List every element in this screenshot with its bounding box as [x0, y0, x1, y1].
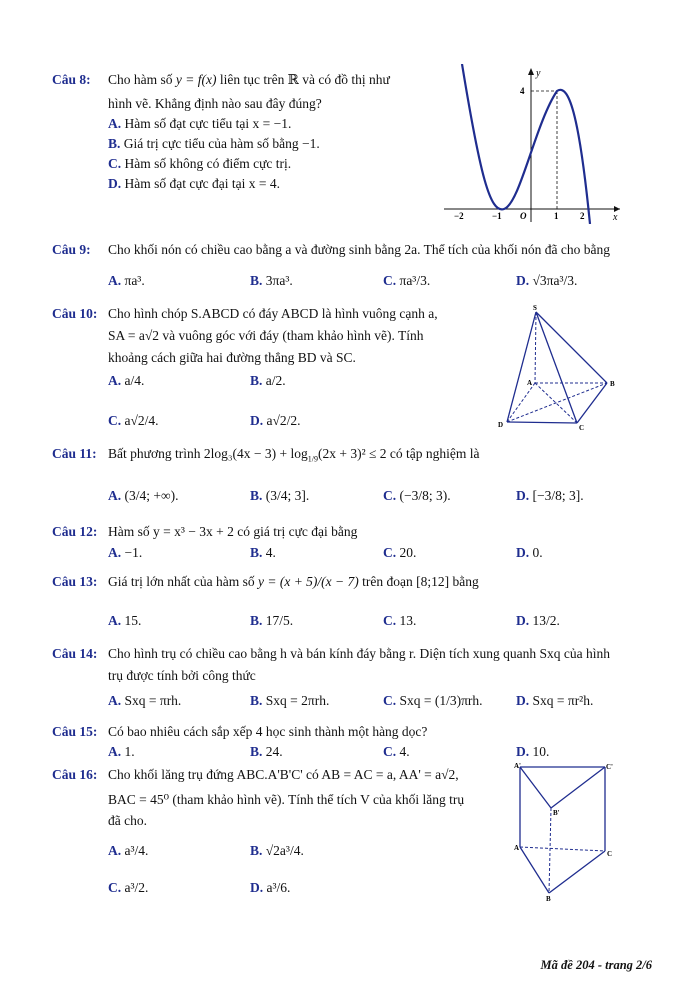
q16-stem-line1: Cho khối lăng trụ đứng ABC.A'B'C' có AB = AC = a, AA' = a√2,	[108, 767, 459, 782]
q8-function-graph	[440, 64, 625, 224]
q16-option-d: D. a³/6.	[250, 880, 291, 895]
tick-1: 1	[554, 211, 559, 221]
vertex-c: C	[579, 424, 585, 432]
vertex-a: A	[527, 379, 533, 387]
q10-option-d: D. a√2/2.	[250, 413, 301, 428]
q11-number: Câu 11:	[52, 446, 97, 461]
origin-label: O	[520, 211, 527, 221]
q12-option-d: D. 0.	[516, 545, 543, 560]
q13-option-d: D. 13/2.	[516, 613, 560, 628]
q14-stem-line1: Cho hình trụ có chiều cao bằng h và bán kính đáy bằng r. Diện tích xung quanh Sxq của hình	[108, 646, 611, 661]
q10-stem-line2: SA = a√2 và vuông góc với đáy (tham khảo hình vẽ). Tính	[108, 328, 424, 343]
tick-neg1: −1	[492, 211, 502, 221]
q11-option-c: C. (−3/8; 3).	[383, 488, 451, 503]
vertex-b: B	[546, 895, 551, 903]
q16-number: Câu 16:	[52, 767, 98, 782]
q15-stem: Có bao nhiêu cách sắp xếp 4 học sinh thành một hàng dọc?	[108, 724, 428, 739]
q9-option-a: A. πa³.	[108, 273, 145, 288]
q8-option-a: A. Hàm số đạt cực tiểu tại x = −1.	[108, 116, 292, 131]
q15-option-c: C. 4.	[383, 744, 410, 759]
q8-stem-line1: Cho hàm số y = f(x) liên tục trên ℝ và có đồ thị như	[108, 72, 390, 87]
q16-option-b: B. √2a³/4.	[250, 843, 304, 858]
q9-number: Câu 9:	[52, 242, 91, 257]
q12-option-c: C. 20.	[383, 545, 417, 560]
tick-neg2: −2	[454, 211, 464, 221]
q16-stem-line3: đã cho.	[108, 813, 147, 828]
vertex-s: S	[533, 304, 537, 312]
tick-2: 2	[580, 211, 585, 221]
q10-pyramid-figure	[495, 300, 625, 435]
q15-option-a: A. 1.	[108, 744, 135, 759]
q10-option-b: B. a/2.	[250, 373, 286, 388]
q12-number: Câu 12:	[52, 524, 98, 539]
page-footer: Mã đề 204 - trang 2/6	[540, 958, 652, 972]
q9-option-b: B. 3πa³.	[250, 273, 293, 288]
function-curve	[462, 64, 590, 224]
q16-stem-line2: BAC = 45⁰ (tham khảo hình vẽ). Tính thể tích V của khối lăng trụ	[108, 792, 465, 807]
q14-option-d: D. Sxq = πr²h.	[516, 693, 594, 708]
q14-number: Câu 14:	[52, 646, 98, 661]
vertex-b-prime: B'	[553, 809, 560, 817]
q8-option-c: C. Hàm số không có điểm cực trị.	[108, 156, 292, 171]
q13-option-b: B. 17/5.	[250, 613, 294, 628]
q10-option-a: A. a/4.	[108, 373, 145, 388]
vertex-a-prime: A'	[514, 762, 521, 770]
q9-option-d: D. √3πa³/3.	[516, 273, 578, 288]
q9-option-c: C. πa³/3.	[383, 273, 431, 288]
vertex-b: B	[610, 380, 615, 388]
vertex-c-prime: C'	[606, 763, 613, 771]
y-label: y	[536, 68, 541, 79]
q8-option-b: B. Giá trị cực tiểu của hàm số bằng −1.	[108, 136, 320, 151]
q14-option-a: A. Sxq = πrh.	[108, 693, 182, 708]
q15-option-d: D. 10.	[516, 744, 550, 759]
q16-prism-figure	[505, 760, 630, 905]
q16-option-c: C. a³/2.	[108, 880, 149, 895]
q11-option-b: B. (3/4; 3].	[250, 488, 310, 503]
vertex-c: C	[607, 850, 613, 858]
q14-option-c: C. Sxq = (1/3)πrh.	[383, 693, 483, 708]
q10-stem-line3: khoảng cách giữa hai đường thẳng BD và SC.	[108, 350, 356, 365]
q10-option-c: C. a√2/4.	[108, 413, 159, 428]
q14-stem-line2: trụ được tính bởi công thức	[108, 668, 256, 683]
q11-option-a: A. (3/4; +∞).	[108, 488, 179, 503]
q9-stem: Cho khối nón có chiều cao bằng a và đường sinh bằng 2a. Thể tích của khối nón đã cho bằng	[108, 242, 610, 257]
vertex-d: D	[498, 421, 504, 429]
q8-number: Câu 8:	[52, 72, 91, 87]
q12-option-a: A. −1.	[108, 545, 143, 560]
q15-option-b: B. 24.	[250, 744, 283, 759]
tick-4: 4	[520, 86, 525, 96]
q16-option-a: A. a³/4.	[108, 843, 149, 858]
q11-option-d: D. [−3/8; 3].	[516, 488, 584, 503]
q13-stem: Giá trị lớn nhất của hàm số y = (x + 5)/(x − 7) trên đoạn [8;12] bằng	[108, 574, 479, 589]
q12-stem: Hàm số y = x³ − 3x + 2 có giá trị cực đại bằng	[108, 524, 358, 539]
q13-number: Câu 13:	[52, 574, 98, 589]
q13-option-a: A. 15.	[108, 613, 142, 628]
q13-option-c: C. 13.	[383, 613, 417, 628]
q8-option-d: D. Hàm số đạt cực đại tại x = 4.	[108, 176, 281, 191]
q12-option-b: B. 4.	[250, 545, 276, 560]
q15-number: Câu 15:	[52, 724, 98, 739]
q8-stem-line2: hình vẽ. Khẳng định nào sau đây đúng?	[108, 96, 322, 111]
q14-option-b: B. Sxq = 2πrh.	[250, 693, 330, 708]
x-label: x	[613, 212, 618, 223]
vertex-a: A	[514, 844, 520, 852]
q10-number: Câu 10:	[52, 306, 98, 321]
q11-stem: Bất phương trình $2\log_3(4x - 3) + \log_{1/9}(2x + 3)^2 \le 2$ có tập nghiệm là	[108, 446, 480, 464]
q10-stem-line1: Cho hình chóp S.ABCD có đáy ABCD là hình vuông cạnh a,	[108, 306, 438, 321]
